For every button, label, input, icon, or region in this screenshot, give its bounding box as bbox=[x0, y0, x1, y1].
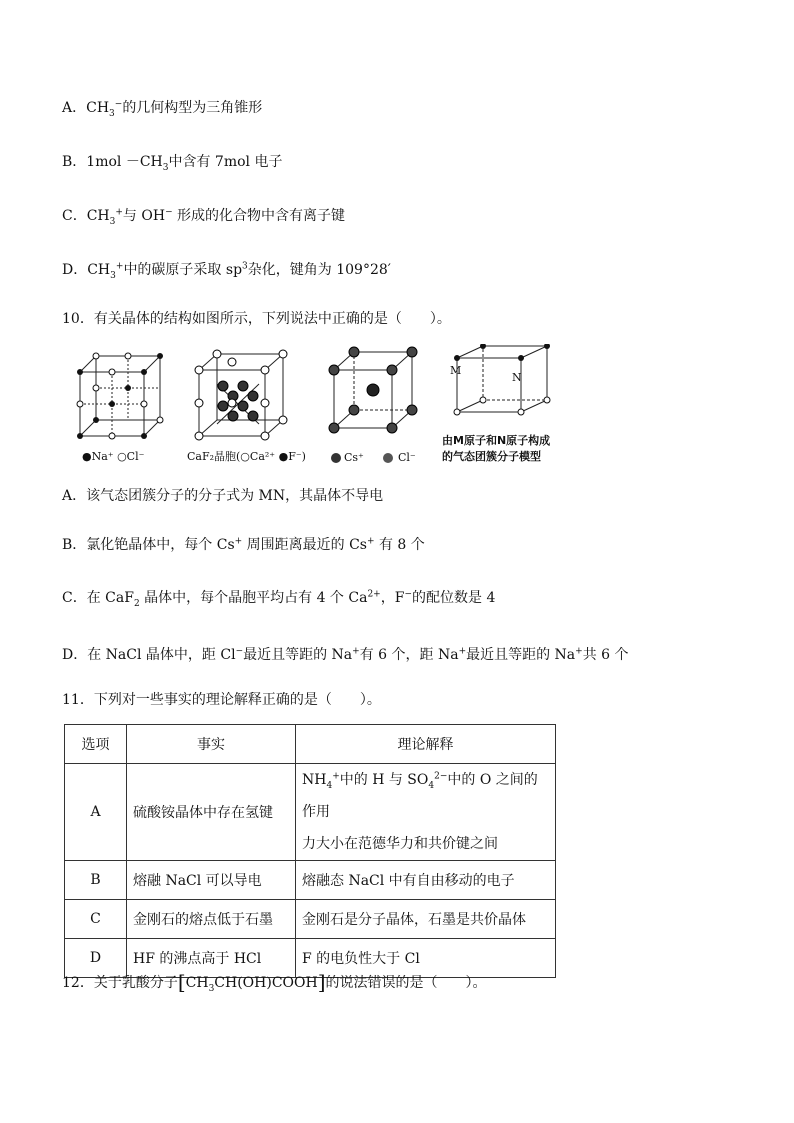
crystal-structures-figure bbox=[62, 344, 582, 472]
q10-option-b: B．氯化铯晶体中，每个 Cs+ 周围距离最近的 Cs+ 有 8 个 bbox=[62, 536, 425, 553]
mn-label-n: N bbox=[512, 371, 522, 384]
q9-option-a: A．$CH_3^-$的几何构型为三角锥形 bbox=[62, 99, 263, 119]
header-explanation: 理论解释 bbox=[296, 725, 556, 764]
cs-legend-icon bbox=[330, 452, 342, 464]
row-option: C bbox=[65, 900, 127, 939]
q9-option-c: C．$CH_3^+$与 OH− 形成的化合物中含有离子键 bbox=[62, 207, 346, 227]
row-option: D bbox=[65, 939, 127, 978]
caf2-cell-diagram bbox=[187, 344, 297, 454]
mn-cluster-diagram bbox=[447, 344, 557, 424]
nacl-cell-diagram bbox=[70, 344, 170, 454]
row-explanation: $NH_4^+$中的 H 与 $SO_4^{2-}$中的 O 之间的作用 力大小在范德华力和共价键之间 bbox=[296, 764, 556, 861]
header-fact: 事实 bbox=[127, 725, 296, 764]
q9-option-b: B．$1mol -CH_3$中含有 7mol 电子 bbox=[62, 154, 283, 173]
q11-table bbox=[64, 724, 556, 978]
cl-caption: Cl⁻ bbox=[398, 451, 416, 464]
table-row bbox=[65, 861, 556, 900]
q11-stem: 11．下列对一些事实的理论解释正确的是（ ）。 bbox=[62, 692, 381, 708]
cs-caption: Cs⁺ bbox=[344, 451, 364, 464]
right-bracket: ] bbox=[317, 970, 326, 994]
row-fact: HF 的沸点高于 HCl bbox=[127, 939, 296, 978]
q10-option-a: A．该气态团簇分子的分子式为 MN，其晶体不导电 bbox=[62, 488, 384, 504]
q9-option-d: D．$CH_3^+$中的碳原子采取 $sp^3$杂化，键角为 109°28′ bbox=[62, 261, 391, 281]
header-option: 选项 bbox=[65, 725, 127, 764]
table-header-row bbox=[65, 725, 556, 764]
mn-caption-line2: 的气态团簇分子模型 bbox=[442, 450, 541, 463]
row-explanation: F 的电负性大于 Cl bbox=[296, 939, 556, 978]
table-row bbox=[65, 900, 556, 939]
row-fact: 金刚石的熔点低于石墨 bbox=[127, 900, 296, 939]
cscl-cell-diagram bbox=[324, 344, 424, 444]
caf2-caption: CaF₂晶胞(○Ca²⁺ ●F⁻) bbox=[187, 450, 306, 463]
table-row bbox=[65, 764, 556, 861]
mn-label-m: M bbox=[450, 364, 462, 377]
q12-stem: 12．关于乳酸分子$[CH_3CH(OH)COOH]$的说法错误的是（ ）。 bbox=[62, 970, 487, 994]
row-fact: 熔融 NaCl 可以导电 bbox=[127, 861, 296, 900]
row-explanation: 熔融态 NaCl 中有自由移动的电子 bbox=[296, 861, 556, 900]
mn-caption-line1: 由M原子和N原子构成 bbox=[442, 434, 551, 447]
q10-option-c: C．在 CaF$_2$ 晶体中，每个晶胞平均占有 4 个 $Ca^{2+}$，F−的配位数是 4 bbox=[62, 589, 496, 609]
q10-option-d: D．在 NaCl 晶体中，距 Cl−最近且等距的 Na+有 6 个，距 Na+最近且等距的 Na+共 6 个 bbox=[62, 646, 629, 663]
row-fact: 硫酸铵晶体中存在氢键 bbox=[127, 764, 296, 861]
left-bracket: [ bbox=[177, 970, 186, 994]
row-explanation: 金刚石是分子晶体，石墨是共价晶体 bbox=[296, 900, 556, 939]
cl-legend-icon bbox=[382, 452, 394, 464]
nacl-caption: ●Na⁺ ○Cl⁻ bbox=[82, 450, 145, 463]
row-option: A bbox=[65, 764, 127, 861]
row-option: B bbox=[65, 861, 127, 900]
q10-stem: 10．有关晶体的结构如图所示，下列说法中正确的是（ ）。 bbox=[62, 311, 451, 327]
